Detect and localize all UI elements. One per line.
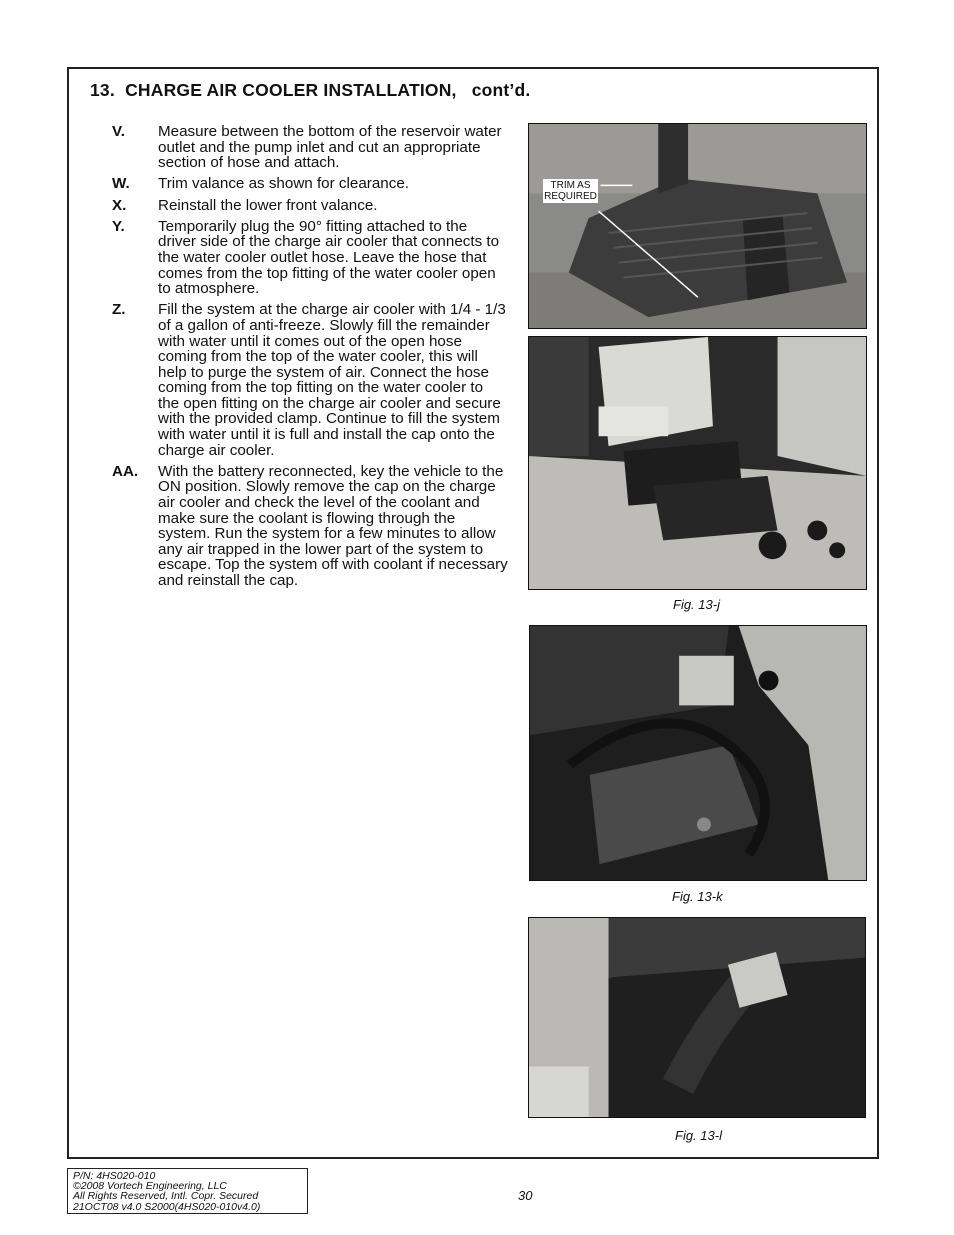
- step-aa: AA. With the battery reconnected, key the vehicle to the ON position. Slowly remove the cap on the charge air cooler and check the level of the coolant and make sure the coolant is flowing through the system. Run the system for a few minutes to allow any air trapped in the lower part of the system to escape. Top the system off with coolant if necessary and reinstall the cap.: [112, 462, 508, 589]
- step-w: W. Trim valance as shown for clearance.: [112, 175, 409, 193]
- fig-13-j-caption: Fig. 13-j: [673, 597, 720, 612]
- section-number: 13.: [90, 80, 115, 100]
- instruction-steps: [112, 124, 508, 594]
- section-cont: cont’d.: [471, 80, 531, 100]
- footer-part-number: P/N: 4HS020-010: [73, 1170, 156, 1182]
- step-y: Y. Temporarily plug the 90° fitting attached to the driver side of the charge air cooler that connects to the water cooler outlet hose. Leave the hose that comes from the top fitting of the water cooler open to atmosphere.: [112, 217, 500, 298]
- step-v: V. Measure between the bottom of the reservoir water outlet and the pump inlet and cut an appropriate section of hose and attach.: [112, 123, 502, 172]
- photo-engine-bay-bracket: [528, 336, 867, 590]
- step-x: X. Reinstall the lower front valance.: [112, 196, 378, 214]
- section-heading: [90, 80, 530, 101]
- section-title: CHARGE AIR COOLER INSTALLATION,: [125, 80, 457, 100]
- footer-copyright-box: [67, 1168, 308, 1214]
- trim-as-required-label: TRIM AS REQUIRED: [544, 180, 597, 202]
- footer-version: 21OCT08 v4.0 S2000(4HS020-010v4.0): [73, 1200, 261, 1213]
- step-z: Z. Fill the system at the charge air cooler with 1/4 - 1/3 of a gallon of anti-freeze. Slowly fill the remainder with water until it comes out of the open hose coming from the top of the water cooler, this will help to purge the system of air. Connect the hose coming from the top fitting on the water cooler to the open fitting on the charge air cooler and secure with the provided clamp. Continue to fill the system with water until it is full and install the cap onto the charge air cooler.: [112, 301, 506, 459]
- footer-rights: All Rights Reserved, Intl. Copr. Secured: [73, 1190, 259, 1203]
- photo-valance-trim: [528, 123, 867, 329]
- page-number: 30: [518, 1188, 533, 1203]
- fig-13-k-caption: Fig. 13-k: [672, 889, 723, 904]
- photo-hose-routing: [529, 625, 867, 881]
- photo-plugged-fitting: [528, 917, 866, 1118]
- fig-13-l-caption: Fig. 13-l: [675, 1128, 722, 1143]
- footer-copyright: ©2008 Vortech Engineering, LLC: [73, 1180, 227, 1193]
